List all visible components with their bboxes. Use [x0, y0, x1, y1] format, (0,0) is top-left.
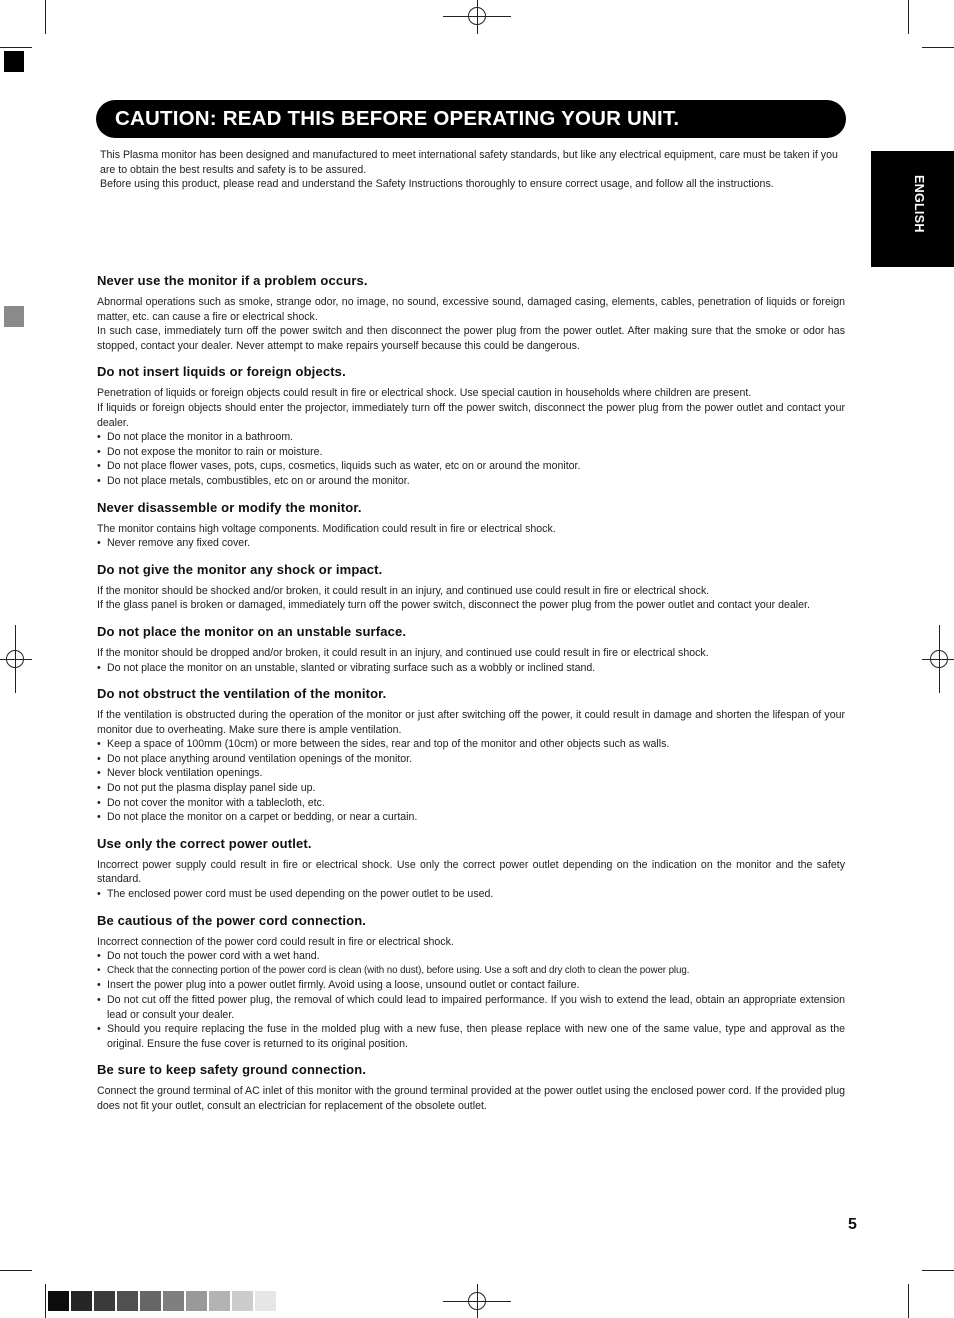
- safety-instructions: [97, 272, 845, 1124]
- bullet-item: • Do not place flower vases, pots, cups, cosmetics, liquids such as water, etc on or around the monitor.: [97, 459, 845, 474]
- bullet-item: • Do not place the monitor on an unstable, slanted or vibrating surface such as a wobbly or inclined stand.: [97, 661, 845, 676]
- corner-block-grey: [4, 306, 24, 327]
- bullet-item: • Do not put the plasma display panel side up.: [97, 781, 845, 796]
- section-paragraph: Incorrect power supply could result in fire or electrical shock. Use only the correct power outlet depending on the indication on the monitor and the safety standard.: [97, 858, 845, 886]
- bullet-item: • Do not place the monitor in a bathroom.: [97, 430, 845, 445]
- color-swatch: [48, 1291, 69, 1311]
- bullet-list: [97, 536, 845, 551]
- language-tab: [871, 151, 954, 267]
- bullet-item: • Do not cover the monitor with a tablecloth, etc.: [97, 796, 845, 811]
- section-paragraph: In such case, immediately turn off the power switch and then disconnect the power plug from the power outlet. After making sure that the smoke or odor has stopped, contact your dealer. Never attempt to make repairs yourself because this could be dangerous.: [97, 325, 845, 352]
- crop-mark: [908, 0, 909, 34]
- section-heading: Never disassemble or modify the monitor.: [97, 499, 362, 515]
- bullet-list: [97, 737, 845, 825]
- registration-line: [0, 659, 32, 660]
- page-number: 5: [848, 1216, 857, 1233]
- intro-text: [100, 148, 845, 192]
- crop-mark: [922, 47, 954, 48]
- section-heading: Do not give the monitor any shock or impact.: [97, 561, 383, 577]
- bullet-item: • Do not place the monitor on a carpet or bedding, or near a curtain.: [97, 810, 845, 825]
- crop-mark: [0, 47, 32, 48]
- color-swatch: [71, 1291, 92, 1311]
- bullet-item: • Do not touch the power cord with a wet hand.: [97, 949, 845, 964]
- safety-section: [97, 835, 845, 902]
- color-swatch: [140, 1291, 161, 1311]
- section-heading: Use only the correct power outlet.: [97, 835, 312, 851]
- intro-paragraph: This Plasma monitor has been designed and manufactured to meet international safety standards, but like any electrical equipment, care must be taken if you are to obtain the best results and safety is to be assured.: [100, 149, 838, 176]
- bullet-item: • Should you require replacing the fuse in the molded plug with a new fuse, then please replace with new one of the same value, type and approval as the original. Ensure the fuse cover is returned to its original position.: [97, 1022, 845, 1051]
- safety-section: [97, 363, 845, 488]
- caution-banner: [96, 100, 846, 138]
- bullet-item: • Do not expose the monitor to rain or moisture.: [97, 445, 845, 460]
- registration-line: [477, 0, 478, 34]
- section-paragraph: If the glass panel is broken or damaged, immediately turn off the power switch, disconnect the power plug from the power outlet and contact your dealer.: [97, 599, 810, 612]
- safety-section: [97, 1061, 845, 1113]
- section-heading: Be sure to keep safety ground connection.: [97, 1062, 367, 1078]
- bullet-item: • The enclosed power cord must be used depending on the power outlet to be used.: [97, 887, 845, 902]
- bullet-item: • Never remove any fixed cover.: [97, 536, 845, 551]
- crop-mark: [0, 1270, 32, 1271]
- section-paragraph: If the ventilation is obstructed during the operation of the monitor or just after switching off the power, it could result in damage and shorten the lifespan of your monitor due to overheating. Make sure there is ample ventilation.: [97, 709, 845, 736]
- bullet-item: • Do not place metals, combustibles, etc on or around the monitor.: [97, 474, 845, 489]
- crop-mark: [908, 1284, 909, 1318]
- crop-mark: [45, 1284, 46, 1318]
- color-swatch: [94, 1291, 115, 1311]
- bullet-item: • Keep a space of 100mm (10cm) or more between the sides, rear and top of the monitor and other objects such as walls.: [97, 737, 845, 752]
- color-swatch: [186, 1291, 207, 1311]
- section-paragraph: If the monitor should be dropped and/or broken, it could result in an injury, and continued use could result in fire or electrical shock.: [97, 646, 709, 659]
- section-paragraph: Incorrect connection of the power cord could result in fire or electrical shock.: [97, 935, 454, 948]
- section-paragraph: Connect the ground terminal of AC inlet of this monitor with the ground terminal provided at the power outlet using the enclosed power cord. If the provided plug does not fit your outlet, consult an electrician for replacement of the obsolete outlet.: [97, 1085, 845, 1112]
- bullet-item: • Do not cut off the fitted power plug, the removal of which could lead to impaired performance. If you wish to extend the lead, obtain an appropriate extension lead or consult your dealer.: [97, 993, 845, 1022]
- registration-line: [922, 659, 954, 660]
- color-swatch: [117, 1291, 138, 1311]
- bullet-item: • Do not place anything around ventilation openings of the monitor.: [97, 752, 845, 767]
- section-heading: Never use the monitor if a problem occurs.: [97, 273, 368, 288]
- language-tab-label: ENGLISH: [912, 175, 926, 233]
- safety-section: [97, 272, 845, 353]
- color-swatch: [255, 1291, 276, 1311]
- safety-section: [97, 561, 845, 613]
- bullet-item: • Insert the power plug into a power outlet firmly. Avoid using a loose, unsound outlet or contact failure.: [97, 978, 845, 993]
- bullet-list: [97, 661, 845, 676]
- section-heading: Be cautious of the power cord connection.: [97, 912, 367, 928]
- safety-section: [97, 685, 845, 825]
- bullet-item: • Never block ventilation openings.: [97, 766, 845, 781]
- bullet-item: • Check that the connecting portion of the power cord is clean (with no dust), before using. Use a soft and dry cloth to clean the power plug.: [97, 964, 845, 979]
- caution-banner-title: CAUTION: READ THIS BEFORE OPERATING YOUR UNIT.: [115, 107, 680, 130]
- section-paragraph: If liquids or foreign objects should enter the projector, immediately turn off the power switch, disconnect the power plug from the power outlet and contact your dealer.: [97, 401, 845, 429]
- safety-section: [97, 912, 845, 1052]
- section-heading: Do not place the monitor on an unstable surface.: [97, 623, 407, 639]
- intro-paragraph: Before using this product, please read and understand the Safety Instructions thoroughly to ensure correct usage, and follow all the instructions.: [100, 178, 774, 190]
- crop-mark: [922, 1270, 954, 1271]
- color-swatch: [232, 1291, 253, 1311]
- bullet-list: [97, 887, 845, 902]
- section-paragraph: If the monitor should be shocked and/or broken, it could result in an injury, and continued use could result in fire or electrical shock.: [97, 584, 710, 597]
- corner-block-dark: [4, 51, 24, 72]
- registration-line: [477, 1284, 478, 1318]
- section-paragraph: Penetration of liquids or foreign objects could result in fire or electrical shock. Use special caution in households where children are present.: [97, 387, 752, 400]
- section-heading: Do not obstruct the ventilation of the monitor.: [97, 686, 387, 702]
- color-swatch: [209, 1291, 230, 1311]
- bullet-list: [97, 949, 845, 1051]
- crop-mark: [45, 0, 46, 34]
- bullet-list: [97, 430, 845, 488]
- section-heading: Do not insert liquids or foreign objects.: [97, 364, 346, 380]
- section-paragraph: Abnormal operations such as smoke, strange odor, no image, no sound, excessive sound, damaged casing, elements, cables, penetration of liquids or foreign matter, etc. can cause a fire or electrical shock.: [97, 296, 845, 323]
- safety-section: [97, 623, 845, 675]
- safety-section: [97, 499, 845, 551]
- color-swatch: [163, 1291, 184, 1311]
- section-paragraph: The monitor contains high voltage components. Modification could result in fire or electrical shock.: [97, 522, 556, 535]
- color-calibration-bar: [48, 1291, 278, 1311]
